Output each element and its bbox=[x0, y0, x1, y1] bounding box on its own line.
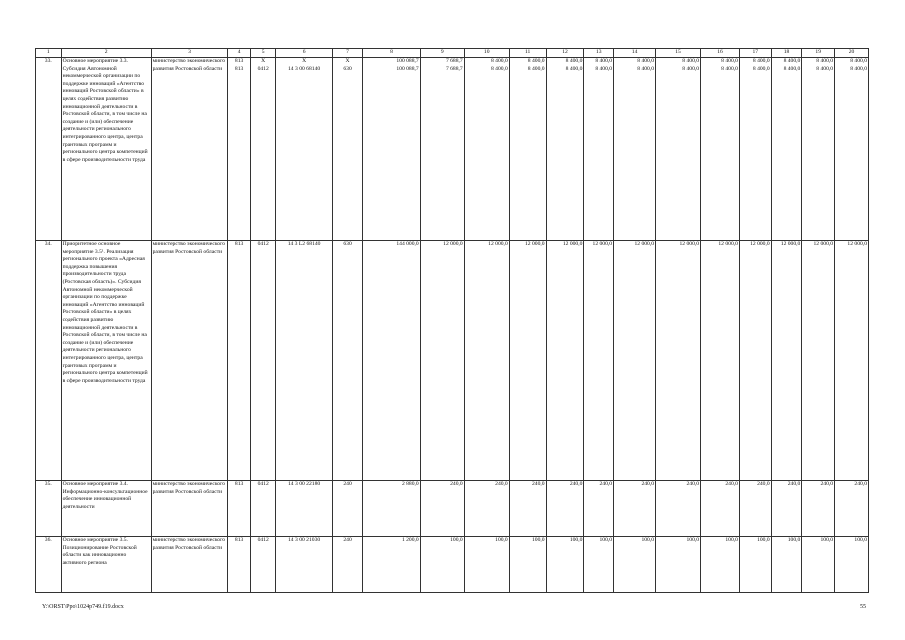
value-line: 14 3 L2 68140 bbox=[287, 241, 321, 247]
value-line: 100,0 bbox=[725, 537, 738, 543]
value-line: 8 400,0 bbox=[527, 65, 545, 72]
value-cell bbox=[250, 241, 276, 481]
value-line: 8 400,0 bbox=[850, 58, 867, 64]
value-cell bbox=[739, 537, 771, 593]
value-cell bbox=[546, 58, 584, 241]
value-cell bbox=[739, 481, 771, 537]
value-line: 8 400,0 bbox=[752, 58, 770, 64]
value-line: Х bbox=[345, 58, 350, 64]
value-line: 8 400,0 bbox=[527, 58, 545, 64]
value-line: 240,0 bbox=[757, 481, 770, 487]
value-cell bbox=[332, 481, 363, 537]
value-line: 240,0 bbox=[820, 481, 834, 487]
value-cell bbox=[332, 241, 363, 481]
value-line: 0412 bbox=[257, 537, 269, 543]
header-cell: 18 bbox=[771, 49, 802, 58]
value-cell bbox=[228, 537, 251, 593]
value-line: 100,0 bbox=[531, 537, 545, 543]
header-cell: 16 bbox=[701, 49, 740, 58]
value-cell bbox=[420, 58, 464, 241]
value-line: 813 bbox=[234, 481, 244, 487]
value-line: Х bbox=[302, 58, 307, 64]
value-cell bbox=[739, 58, 771, 241]
value-line: 240,0 bbox=[641, 481, 655, 487]
row-number: 35. bbox=[36, 481, 62, 537]
value-cell bbox=[332, 537, 363, 593]
value-cell bbox=[802, 481, 835, 537]
header-row bbox=[36, 49, 869, 58]
value-line: 240,0 bbox=[725, 481, 738, 487]
value-line: 12 000,0 bbox=[488, 241, 508, 247]
value-cell bbox=[739, 241, 771, 481]
header-cell: 15 bbox=[656, 49, 701, 58]
value-line: 12 000,0 bbox=[524, 241, 545, 247]
header-cell: 20 bbox=[835, 49, 869, 58]
value-line: 100,0 bbox=[641, 537, 655, 543]
header-cell: 17 bbox=[739, 49, 771, 58]
value-cell bbox=[701, 58, 740, 241]
value-line: 240,0 bbox=[495, 481, 508, 487]
value-cell bbox=[420, 481, 464, 537]
value-cell bbox=[835, 481, 869, 537]
table-row bbox=[36, 58, 869, 241]
value-cell bbox=[701, 537, 740, 593]
value-line: 8 400,0 bbox=[850, 65, 867, 72]
header-cell: 13 bbox=[584, 49, 614, 58]
row-number: 36. bbox=[36, 537, 62, 593]
value-cell bbox=[584, 241, 614, 481]
value-line: 100,0 bbox=[686, 537, 700, 543]
row-number: 33. bbox=[36, 58, 62, 241]
value-line: 8 400,0 bbox=[682, 65, 700, 72]
value-line: 12 000,0 bbox=[718, 241, 738, 247]
executor: министерство экономического развития Ростовской области bbox=[151, 58, 228, 241]
value-line: 8 400,0 bbox=[783, 58, 801, 64]
value-line: 240,0 bbox=[450, 481, 463, 487]
value-cell bbox=[584, 58, 614, 241]
value-cell bbox=[228, 241, 251, 481]
value-line: 100,0 bbox=[495, 537, 508, 543]
value-cell bbox=[228, 481, 251, 537]
value-line: 240 bbox=[343, 481, 352, 487]
value-cell bbox=[614, 481, 656, 537]
executor: министерство экономического развития Ростовской области bbox=[151, 481, 228, 537]
value-line: 240,0 bbox=[686, 481, 700, 487]
value-line: 8 400,0 bbox=[565, 58, 583, 64]
header-cell: 14 bbox=[614, 49, 656, 58]
value-cell bbox=[509, 58, 546, 241]
value-line: 8 400,0 bbox=[490, 58, 508, 64]
header-cell: 19 bbox=[802, 49, 835, 58]
value-line: 12 000,0 bbox=[592, 241, 613, 247]
value-line: 12 000,0 bbox=[443, 241, 463, 247]
value-cell bbox=[656, 481, 701, 537]
value-cell bbox=[250, 537, 276, 593]
value-cell bbox=[420, 537, 464, 593]
value-cell bbox=[771, 537, 802, 593]
executor: министерство экономического развития Ростовской области bbox=[151, 241, 228, 481]
value-line: 12 000,0 bbox=[750, 241, 770, 247]
value-cell bbox=[802, 58, 835, 241]
value-cell bbox=[363, 481, 420, 537]
header-cell: 9 bbox=[420, 49, 464, 58]
value-line: 8 400,0 bbox=[595, 65, 613, 72]
value-line: 7 688,7 bbox=[445, 58, 463, 64]
value-cell bbox=[701, 241, 740, 481]
value-cell bbox=[614, 58, 656, 241]
header-cell: 1 bbox=[36, 49, 62, 58]
value-cell bbox=[228, 58, 251, 241]
value-line: 8 400,0 bbox=[721, 65, 738, 72]
value-line: 240,0 bbox=[531, 481, 545, 487]
header-cell: 3 bbox=[151, 49, 228, 58]
value-line: 12 000,0 bbox=[780, 241, 801, 247]
value-cell bbox=[656, 58, 701, 241]
value-cell bbox=[276, 537, 332, 593]
value-line: 813 bbox=[234, 58, 244, 64]
value-cell bbox=[835, 58, 869, 241]
header-cell: 6 bbox=[276, 49, 332, 58]
value-line: 0412 bbox=[257, 481, 269, 487]
value-line: 630 bbox=[343, 65, 352, 72]
value-cell bbox=[771, 481, 802, 537]
value-line: 8 400,0 bbox=[783, 65, 801, 72]
value-line: 12 000,0 bbox=[562, 241, 583, 247]
value-line: 8 400,0 bbox=[637, 58, 655, 64]
value-line: 100,0 bbox=[599, 537, 613, 543]
value-cell bbox=[614, 537, 656, 593]
header-cell: 5 bbox=[250, 49, 276, 58]
value-line: 240,0 bbox=[854, 481, 867, 487]
header-cell: 11 bbox=[509, 49, 546, 58]
value-line: 12 000,0 bbox=[634, 241, 655, 247]
value-cell bbox=[464, 537, 509, 593]
value-line: 630 bbox=[343, 241, 352, 247]
value-line: 8 400,0 bbox=[565, 65, 583, 72]
value-line: 8 400,0 bbox=[816, 65, 834, 72]
value-line: 12 000,0 bbox=[847, 241, 867, 247]
value-cell bbox=[250, 481, 276, 537]
value-line: 813 bbox=[234, 241, 244, 247]
header-cell: 8 bbox=[363, 49, 420, 58]
value-line: 100,0 bbox=[569, 537, 583, 543]
value-cell bbox=[656, 241, 701, 481]
value-line: 100 088,7 bbox=[396, 65, 419, 72]
value-line: 1 200,0 bbox=[401, 537, 419, 543]
header-cell: 12 bbox=[546, 49, 584, 58]
value-cell bbox=[509, 241, 546, 481]
budget-table bbox=[35, 48, 869, 593]
value-line: 12 000,0 bbox=[813, 241, 834, 247]
value-cell bbox=[835, 537, 869, 593]
value-cell bbox=[332, 58, 363, 241]
value-line: 8 400,0 bbox=[595, 58, 613, 64]
value-cell bbox=[464, 58, 509, 241]
value-line: 12 000,0 bbox=[679, 241, 700, 247]
value-cell bbox=[250, 58, 276, 241]
value-line: 813 bbox=[234, 65, 244, 72]
value-cell bbox=[464, 241, 509, 481]
value-cell bbox=[363, 537, 420, 593]
value-cell bbox=[546, 537, 584, 593]
value-line: Х bbox=[261, 58, 266, 64]
value-cell bbox=[584, 537, 614, 593]
value-line: 144 000,0 bbox=[396, 241, 419, 247]
value-line: 8 400,0 bbox=[682, 58, 700, 64]
value-line: 8 400,0 bbox=[752, 65, 770, 72]
measure-name: Приоритетное основное мероприятие 3.5¹. Реализация регионального проекта «Адресная поддержка повышения производительности труда (Ростовская область)». Субсидия Автономной некоммерческой организации по поддержке инноваций «Агентство инноваций Ростовской области» в целях содействия развитию инновационной деятельности в Ростовской области, в том числе на создание и (или) обеспечение деятельности регионального интегрированного центра, центра грантовых программ и регионального центра компетенций в сфере производительности труда bbox=[61, 241, 151, 481]
page-number: 55 bbox=[860, 604, 866, 610]
header-cell: 10 bbox=[464, 49, 509, 58]
value-cell bbox=[584, 481, 614, 537]
row-number: 34. bbox=[36, 241, 62, 481]
value-cell bbox=[276, 481, 332, 537]
value-line: 8 400,0 bbox=[637, 65, 655, 72]
value-cell bbox=[701, 481, 740, 537]
value-cell bbox=[276, 58, 332, 241]
value-line: 240,0 bbox=[569, 481, 583, 487]
value-line: 813 bbox=[234, 537, 244, 543]
value-line: 14 3 00 68140 bbox=[288, 65, 321, 72]
value-line: 2 880,0 bbox=[401, 481, 419, 487]
value-line: 8 400,0 bbox=[490, 65, 508, 72]
value-line: 240 bbox=[343, 537, 352, 543]
value-line: 0412 bbox=[257, 65, 269, 72]
value-cell bbox=[546, 241, 584, 481]
measure-name: Основное мероприятие 3.3. Субсидия Автономной некоммерческой организации по поддержке инноваций «Агентство инноваций Ростовской области» в целях содействия развитию инновационной деятельности в Ростовской области, в том числе на создание и (или) обеспечение деятельности регионального интегрированного центра, центра грантовых программ и регионального центра компетенций в сфере производительности труда bbox=[61, 58, 151, 241]
measure-name: Основное мероприятие 3.5. Позиционирование Ростовской области как инновационно активного региона bbox=[61, 537, 151, 593]
value-cell bbox=[656, 537, 701, 593]
table-row bbox=[36, 241, 869, 481]
value-cell bbox=[802, 241, 835, 481]
table-row bbox=[36, 481, 869, 537]
value-cell bbox=[420, 241, 464, 481]
value-line: 8 400,0 bbox=[721, 58, 738, 64]
value-line: 14 3 00 22180 bbox=[288, 481, 321, 487]
value-line: 100,0 bbox=[820, 537, 834, 543]
value-line: 240,0 bbox=[599, 481, 613, 487]
value-cell bbox=[771, 58, 802, 241]
executor: министерство экономического развития Ростовской области bbox=[151, 537, 228, 593]
value-line: 240,0 bbox=[787, 481, 801, 487]
value-line: 7 688,7 bbox=[445, 65, 463, 72]
value-cell bbox=[771, 241, 802, 481]
value-line: 100 088,7 bbox=[396, 58, 419, 64]
value-cell bbox=[509, 481, 546, 537]
value-line: 100,0 bbox=[757, 537, 770, 543]
value-cell bbox=[509, 537, 546, 593]
measure-name: Основное мероприятие 3.4. Информационно-консультационное обеспечение инновационной деятельности bbox=[61, 481, 151, 537]
value-line: 100,0 bbox=[450, 537, 463, 543]
value-line: 100,0 bbox=[854, 537, 867, 543]
header-cell: 7 bbox=[332, 49, 363, 58]
value-line: 14 3 00 21030 bbox=[288, 537, 321, 543]
value-cell bbox=[276, 241, 332, 481]
value-line: 8 400,0 bbox=[816, 58, 834, 64]
value-line: 0412 bbox=[257, 241, 269, 247]
value-cell bbox=[464, 481, 509, 537]
value-cell bbox=[614, 241, 656, 481]
value-cell bbox=[363, 241, 420, 481]
table-row bbox=[36, 537, 869, 593]
header-cell: 2 bbox=[61, 49, 151, 58]
file-path: Y:\ORST\Ppo\1024p749.f19.docx bbox=[42, 604, 124, 610]
value-cell bbox=[363, 58, 420, 241]
value-cell bbox=[546, 481, 584, 537]
value-cell bbox=[802, 537, 835, 593]
header-cell: 4 bbox=[228, 49, 251, 58]
value-line: 100,0 bbox=[787, 537, 801, 543]
value-cell bbox=[835, 241, 869, 481]
